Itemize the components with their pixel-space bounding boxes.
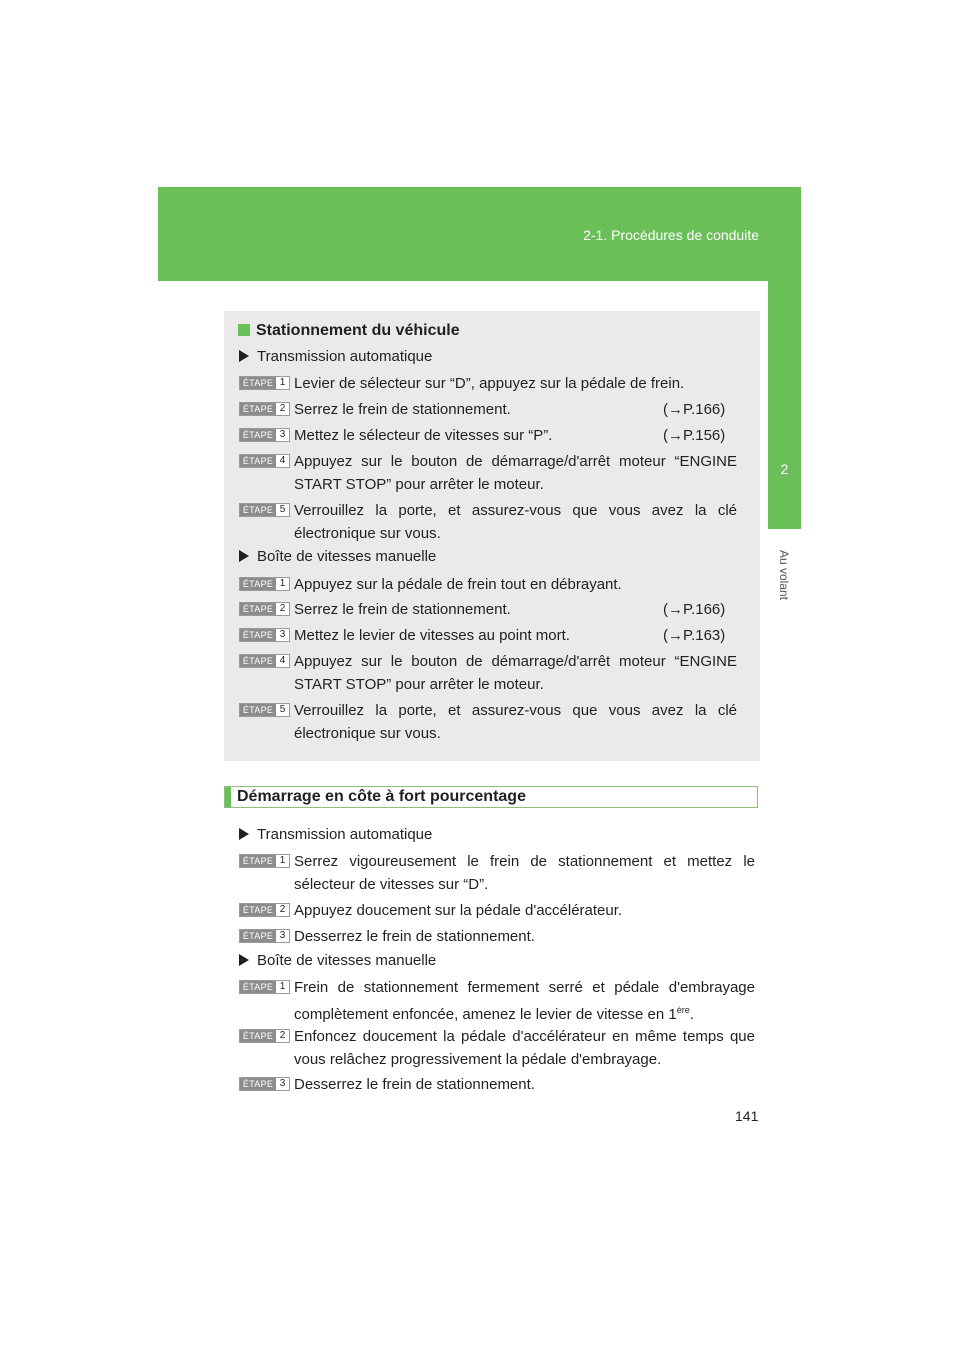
triangle-bullet-icon [239, 550, 249, 562]
hill-start-title: Démarrage en côte à fort pourcentage [237, 788, 526, 805]
chapter-label-wrap [772, 540, 796, 610]
step-badge: ÉTAPE 3 [239, 428, 290, 442]
hill-manual-label: Boîte de vitesses manuelle [239, 952, 436, 969]
triangle-bullet-icon [239, 954, 249, 966]
step-text: Appuyez doucement sur la pédale d'accélérateur. [294, 902, 623, 919]
parking-manual-label: Boîte de vitesses manuelle [239, 548, 436, 565]
hill-start-heading [224, 786, 758, 808]
step-badge: ÉTAPE 2 [239, 903, 290, 917]
step-text: Serrez le frein de stationnement. [294, 601, 511, 618]
square-bullet-icon [238, 324, 250, 336]
step-text: Desserrez le frein de stationnement. [294, 1076, 535, 1093]
chapter-label: Au volant [777, 549, 791, 601]
step-badge: ÉTAPE 3 [239, 1077, 290, 1091]
step-text: Mettez le sélecteur de vitesses sur “P”. [294, 427, 553, 444]
step-badge: ÉTAPE 2 [239, 402, 290, 416]
step-badge: ÉTAPE 1 [239, 376, 290, 390]
step-text: Frein de stationnement fermement serré et pédale d'embrayage complètement enfoncée, amenez le levier de vitesse en 1ère. [294, 979, 755, 1023]
step-text: Appuyez sur le bouton de démarrage/d'arrêt moteur “ENGINE START STOP” pour arrêter le moteur. [294, 653, 737, 693]
step-badge: ÉTAPE 2 [239, 602, 290, 616]
triangle-bullet-icon [239, 828, 249, 840]
parking-title: Stationnement du véhicule [238, 322, 460, 340]
step-text: Appuyez sur le bouton de démarrage/d'arrêt moteur “ENGINE START STOP” pour arrêter le moteur. [294, 453, 737, 493]
page-reference: (→P.156) [663, 427, 726, 444]
heading-accent-bar [225, 787, 231, 807]
step-text: Desserrez le frein de stationnement. [294, 928, 535, 945]
page-reference: (→P.163) [663, 627, 726, 644]
step-badge: ÉTAPE 1 [239, 577, 290, 591]
chapter-tab [768, 281, 801, 529]
step-badge: ÉTAPE 3 [239, 628, 290, 642]
step-text: Levier de sélecteur sur “D”, appuyez sur la pédale de frein. [294, 375, 685, 392]
hill-automatic-label: Transmission automatique [239, 826, 432, 843]
chapter-number: 2 [780, 461, 789, 477]
page-reference: (→P.166) [663, 401, 726, 418]
page-reference: (→P.166) [663, 601, 726, 618]
section-header-bar [158, 187, 801, 281]
step-badge: ÉTAPE 1 [239, 980, 290, 994]
triangle-bullet-icon [239, 350, 249, 362]
step-badge: ÉTAPE 4 [239, 454, 290, 468]
page-number: 141 [735, 1108, 759, 1124]
step-text: Verrouillez la porte, et assurez-vous que vous avez la clé électronique sur vous. [294, 502, 737, 542]
step-text: Verrouillez la porte, et assurez-vous que vous avez la clé électronique sur vous. [294, 702, 737, 742]
step-badge: ÉTAPE 5 [239, 703, 290, 717]
step-badge: ÉTAPE 4 [239, 654, 290, 668]
step-badge: ÉTAPE 2 [239, 1029, 290, 1043]
section-title: 2-1. Procédures de conduite [583, 227, 759, 243]
parking-automatic-label: Transmission automatique [239, 348, 432, 365]
step-text: Enfoncez doucement la pédale d'accélérateur en même temps que vous relâchez progressivement la pédale d'embrayage. [294, 1028, 755, 1068]
step-text: Serrez vigoureusement le frein de stationnement et mettez le sélecteur de vitesses sur “D”. [294, 853, 755, 893]
step-text: Serrez le frein de stationnement. [294, 401, 511, 418]
step-badge: ÉTAPE 1 [239, 854, 290, 868]
step-text: Appuyez sur la pédale de frein tout en débrayant. [294, 576, 622, 593]
step-badge: ÉTAPE 5 [239, 503, 290, 517]
step-text: Mettez le levier de vitesses au point mort. [294, 627, 570, 644]
step-badge: ÉTAPE 3 [239, 929, 290, 943]
